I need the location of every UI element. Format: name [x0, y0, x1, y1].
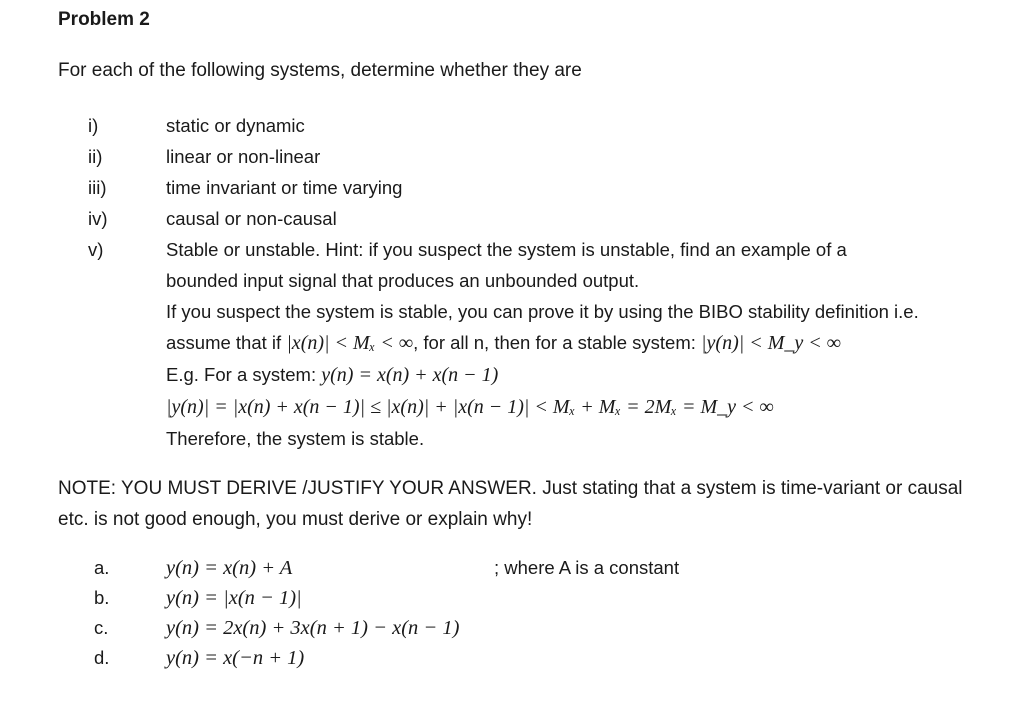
- criterion-text: causal or non-causal: [166, 208, 337, 229]
- criteria-list: [58, 110, 998, 454]
- stability-line-3: If you suspect the system is stable, you can prove it by using the BIBO stability definition i.e.: [166, 301, 919, 322]
- criterion-item: [58, 172, 998, 203]
- conclusion-line: Therefore, the system is stable.: [166, 428, 425, 449]
- proof-math: |y(n)| = |x(n) + x(n − 1)| ≤ |x(n)| + |x(n − 1)| < Mₓ + Mₓ = 2Mₓ = M_y < ∞: [166, 396, 774, 418]
- criterion-number: ii): [88, 146, 103, 167]
- system-letter: d.: [94, 647, 110, 668]
- note-line-2: etc. is not good enough, you must derive or explain why!: [58, 509, 533, 530]
- criterion-item: [58, 234, 998, 454]
- system-item: [58, 553, 958, 583]
- system-item: [58, 643, 958, 673]
- criterion-item: [58, 203, 998, 234]
- system-item: [58, 613, 958, 643]
- example-equation-math: y(n) = x(n) + x(n − 1): [321, 364, 499, 386]
- example-line: [166, 359, 998, 391]
- system-item: [58, 583, 958, 613]
- system-equation: y(n) = x(n) + A: [166, 557, 293, 579]
- system-letter: c.: [94, 617, 109, 638]
- assume-condition-math: |x(n)| < Mₓ < ∞: [286, 332, 414, 354]
- criterion-text-stability: [166, 234, 998, 454]
- note-line-1: NOTE: YOU MUST DERIVE /JUSTIFY YOUR ANSWER. Just stating that a system is time-variant or causal: [58, 478, 963, 499]
- bibo-assumption-line: [166, 327, 998, 359]
- stability-line-2: bounded input signal that produces an unbounded output.: [166, 270, 640, 291]
- assume-mid-text: , for all n, then for a stable system:: [413, 332, 696, 353]
- system-equation: y(n) = x(−n + 1): [166, 647, 305, 669]
- criterion-text: time invariant or time varying: [166, 177, 403, 198]
- system-equation: y(n) = 2x(n) + 3x(n + 1) − x(n − 1): [166, 617, 460, 639]
- example-prefix: E.g. For a system:: [166, 364, 317, 385]
- note-paragraph: [58, 473, 978, 535]
- system-letter: b.: [94, 587, 110, 608]
- criterion-item: [58, 141, 998, 172]
- stable-condition-math: |y(n)| < M_y < ∞: [701, 332, 842, 354]
- criterion-text: static or dynamic: [166, 115, 305, 136]
- criterion-text: linear or non-linear: [166, 146, 321, 167]
- proof-line: [166, 391, 998, 423]
- system-equation: y(n) = |x(n − 1)|: [166, 587, 302, 609]
- criterion-number: v): [88, 239, 104, 260]
- criterion-number: i): [88, 115, 99, 136]
- intro-text: For each of the following systems, determine whether they are: [58, 60, 582, 81]
- stability-line-1: Stable or unstable. Hint: if you suspect the system is unstable, find an example of a: [166, 239, 847, 260]
- criterion-number: iv): [88, 208, 108, 229]
- system-note: ; where A is a constant: [494, 557, 680, 578]
- system-letter: a.: [94, 557, 110, 578]
- systems-list: [58, 553, 958, 673]
- problem-title: Problem 2: [58, 9, 150, 30]
- assume-prefix: assume that if: [166, 332, 282, 353]
- criterion-number: iii): [88, 177, 107, 198]
- criterion-item: [58, 110, 998, 141]
